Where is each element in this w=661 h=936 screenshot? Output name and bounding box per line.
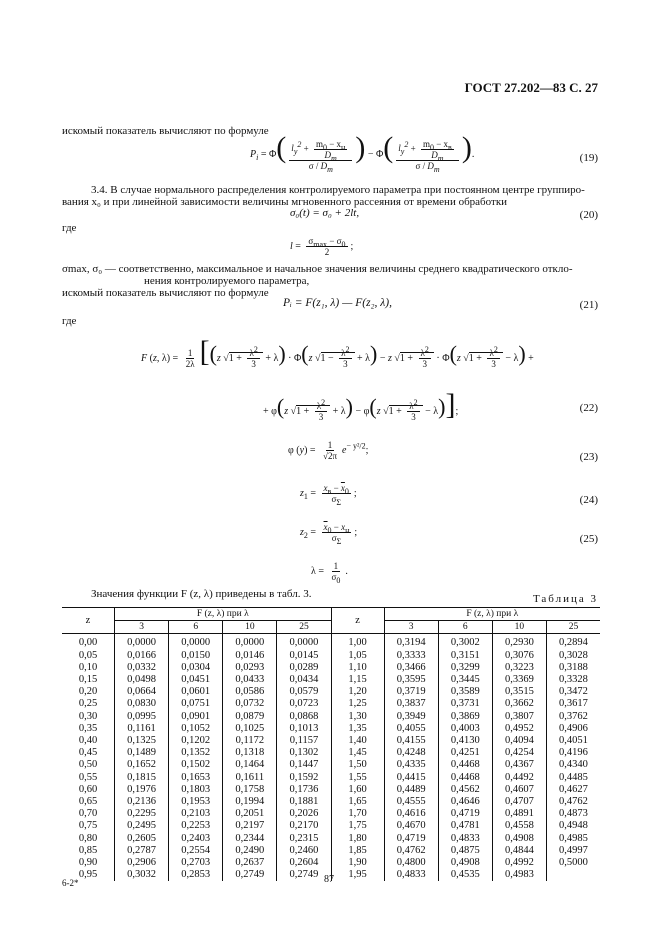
lambda-header: 25 <box>546 621 600 634</box>
cell-z: 0,30 <box>78 710 98 722</box>
cell-value: 0,2344 <box>223 833 277 845</box>
lambda-header: 3 <box>384 621 438 634</box>
cell-z: 1,20 <box>331 686 384 698</box>
col-header-z-right: z <box>331 608 384 634</box>
cell-value: 0,0146 <box>223 650 277 662</box>
cell-z: 0,60 <box>78 783 98 795</box>
cell-value: 0,2403 <box>169 833 223 845</box>
cell-value: 0,4558 <box>492 820 546 832</box>
cell-z: 0,85 <box>78 844 98 856</box>
cell-value: 0,3194 <box>384 634 438 650</box>
cell-value: 0,2853 <box>169 869 223 881</box>
cell-value: 0,4952 <box>492 723 546 735</box>
cell-value: 0,1013 <box>277 723 331 735</box>
cell-value: 0,2930 <box>492 634 546 650</box>
formula-23: φ (y) = $\frac{1}{√2\pi}$ $e^{- y^2/2}$; <box>288 440 369 461</box>
cell-value: 0,4670 <box>384 820 438 832</box>
equation-number-24: (24) <box>579 494 598 506</box>
formula-l: l = $\frac{\sigma_{max} - \sigma_0}{2}$ ; <box>290 236 354 257</box>
cell-value: 0,0332 <box>115 662 169 674</box>
formula-21: Pᵢ = F(z₁, λ) — F(z₂, λ), <box>283 297 392 309</box>
cell-value: 0,3032 <box>115 869 169 881</box>
cell-value: 0,2604 <box>277 857 331 869</box>
cell-z: 1,80 <box>331 833 384 845</box>
table-row <box>62 747 600 759</box>
cell-value: 0,3719 <box>384 686 438 698</box>
cell-value: 0,2315 <box>277 833 331 845</box>
cell-value: 0,1502 <box>169 759 223 771</box>
table-row <box>62 674 600 686</box>
table-row <box>62 784 600 796</box>
cell-value: 0,1318 <box>223 747 277 759</box>
cell-value: 0,3731 <box>438 698 492 710</box>
footer-signature: 6-2* <box>62 878 79 888</box>
table-row <box>62 686 600 698</box>
cell-value: 0,4646 <box>438 796 492 808</box>
table-row <box>62 759 600 771</box>
cell-value: 0,3188 <box>546 662 600 674</box>
cell-value: 0,4992 <box>492 857 546 869</box>
cell-value: 0,2749 <box>223 869 277 881</box>
table-row <box>62 833 600 845</box>
cell-value: 0,2026 <box>277 808 331 820</box>
cell-value: 0,0000 <box>115 634 169 650</box>
cell-value: 0,3223 <box>492 662 546 674</box>
cell-z: 1,75 <box>331 820 384 832</box>
cell-value: 0,4627 <box>546 784 600 796</box>
group-header-left: F (z, λ) при λ <box>115 608 332 621</box>
cell-value: 0,3617 <box>546 698 600 710</box>
cell-value: 0,1447 <box>277 759 331 771</box>
formula-25: $z_2$ = $\frac{\overline{x}_0 - x_н}{\sigma_\Sigma}$ ; <box>300 522 358 546</box>
cell-z: 1,40 <box>331 735 384 747</box>
cell-value: 0,4985 <box>546 833 600 845</box>
cell-value: 0,1652 <box>115 759 169 771</box>
cell-value: 0,4762 <box>384 845 438 857</box>
cell-value: 0,3076 <box>492 650 546 662</box>
table-row <box>62 845 600 857</box>
page-header: ГОСТ 27.202—83 С. 27 <box>464 80 598 95</box>
cell-value: 0,4051 <box>546 735 600 747</box>
cell-value: 0,3151 <box>438 650 492 662</box>
cell-value: 0,3333 <box>384 650 438 662</box>
cell-z: 1,05 <box>331 650 384 662</box>
cell-value: 0,3515 <box>492 686 546 698</box>
table-row <box>62 634 600 650</box>
lambda-header: 6 <box>438 621 492 634</box>
cell-z: 1,85 <box>331 845 384 857</box>
cell-value: 0,4719 <box>384 833 438 845</box>
text-3-4-line2: вания x₀ и при линейной зависимости величины мгновенного рассеяния от времени обработки <box>62 196 508 208</box>
cell-value: 0,1489 <box>115 747 169 759</box>
cell-value: 0,0000 <box>223 634 277 650</box>
cell-z: 0,20 <box>78 686 98 698</box>
text-where-1: где <box>62 222 77 234</box>
cell-z: 0,25 <box>78 698 98 710</box>
lambda-header: 10 <box>223 621 277 634</box>
cell-value: 0,4415 <box>384 772 438 784</box>
cell-z: 1,50 <box>331 759 384 771</box>
cell-value: 0,5000 <box>546 857 600 869</box>
cell-value: 0,3472 <box>546 686 600 698</box>
cell-value: 0,1976 <box>115 784 169 796</box>
cell-z: 0,70 <box>78 808 98 820</box>
formula-20: σ₀(t) = σ₀ + 2lt, <box>290 207 360 219</box>
table-row <box>62 857 600 869</box>
cell-value: 0,3949 <box>384 711 438 723</box>
cell-value: 0,0000 <box>169 634 223 650</box>
text-sigma-line2: нения контролируемого параметра, <box>144 275 310 287</box>
cell-value: 0,0000 <box>277 634 331 650</box>
cell-value: 0,0451 <box>169 674 223 686</box>
equation-number-23: (23) <box>579 451 598 463</box>
cell-value: 0,4535 <box>438 869 492 881</box>
cell-value: 0,4833 <box>438 833 492 845</box>
equation-number-22: (22) <box>579 402 598 414</box>
cell-value: 0,1352 <box>169 747 223 759</box>
cell-value: 0,2295 <box>115 808 169 820</box>
cell-value: 0,0433 <box>223 674 277 686</box>
page-number: 87 <box>324 874 334 885</box>
cell-value: 0,1803 <box>169 784 223 796</box>
cell-z: 1,30 <box>331 711 384 723</box>
cell-value: 0,0434 <box>277 674 331 686</box>
equation-number-25: (25) <box>579 533 598 545</box>
table-title: Таблица 3 <box>532 593 598 605</box>
cell-value: 0,4003 <box>438 723 492 735</box>
cell-value: 0,0304 <box>169 662 223 674</box>
cell-value: 0,2253 <box>169 820 223 832</box>
cell-z: 1,25 <box>331 698 384 710</box>
cell-value: 0,4468 <box>438 759 492 771</box>
cell-value: 0,0498 <box>115 674 169 686</box>
cell-value: 0,4908 <box>438 857 492 869</box>
cell-value: 0,1025 <box>223 723 277 735</box>
cell-value: 0,1464 <box>223 759 277 771</box>
cell-value: 0,4707 <box>492 796 546 808</box>
cell-value: 0,4248 <box>384 747 438 759</box>
cell-value: 0,4468 <box>438 772 492 784</box>
cell-z: 0,45 <box>78 747 98 759</box>
cell-value: 0,1994 <box>223 796 277 808</box>
cell-value: 0,0995 <box>115 711 169 723</box>
cell-value: 0,1736 <box>277 784 331 796</box>
cell-z: 0,75 <box>78 820 98 832</box>
cell-z: 1,90 <box>331 857 384 869</box>
cell-value: 0,0751 <box>169 698 223 710</box>
cell-value: 0,3869 <box>438 711 492 723</box>
text-intro-21: искомый показатель вычисляют по формуле <box>62 287 269 299</box>
cell-value: 0,4616 <box>384 808 438 820</box>
cell-value: 0,1592 <box>277 772 331 784</box>
lambda-header: 6 <box>169 621 223 634</box>
cell-value: 0,0586 <box>223 686 277 698</box>
table-body <box>62 634 600 882</box>
cell-value: 0,2894 <box>546 634 600 650</box>
cell-value: 0,3466 <box>384 662 438 674</box>
cell-value: 0,2051 <box>223 808 277 820</box>
cell-value: 0,1302 <box>277 747 331 759</box>
cell-value: 0,2136 <box>115 796 169 808</box>
cell-z: 0,35 <box>78 722 98 734</box>
table-row <box>62 711 600 723</box>
cell-value: 0,4094 <box>492 735 546 747</box>
formula-22-line1: F (z, λ) = $\frac{1}{2\lambda}$ [(z √1 + $\frac{\lambda^2}{3}$ + λ) · Φ(z √1 − $\frac{\lambda^2}{3}$ + λ) − z √1 + $\frac{\lambda^2}{3}$ · Φ(z √1 + $\frac{\lambda^2}{3}$ − λ) + <box>141 335 534 370</box>
cell-z: 0,55 <box>78 771 98 783</box>
cell-value: 0,0732 <box>223 698 277 710</box>
cell-z: 0,40 <box>78 735 98 747</box>
equation-number-20: (20) <box>579 209 598 221</box>
cell-value: 0,3837 <box>384 698 438 710</box>
cell-value: 0,0664 <box>115 686 169 698</box>
table-row <box>62 772 600 784</box>
text-3-4-line1: 3.4. В случае нормального распределения контролируемого параметра при постоянном центре группиро- <box>91 184 585 196</box>
cell-value: 0,4492 <box>492 772 546 784</box>
formula-19: $P_i = \Phi$( $l_y^2$ + $\frac{m_0 - x_н}{D_m}$ σ / $D_m$ ) − Φ( $l_y^2$ + $\frac{m_0 - x_в}{D_m}$ σ / $D_m$ ). <box>250 131 475 174</box>
cell-value: 0,4155 <box>384 735 438 747</box>
cell-z: 1,60 <box>331 784 384 796</box>
cell-value: 0,4254 <box>492 747 546 759</box>
cell-value: 0,0723 <box>277 698 331 710</box>
cell-value: 0,3445 <box>438 674 492 686</box>
cell-value: 0,2703 <box>169 857 223 869</box>
cell-value: 0,2637 <box>223 857 277 869</box>
cell-value: 0,1953 <box>169 796 223 808</box>
lambda-header: 25 <box>277 621 331 634</box>
table-row <box>62 662 600 674</box>
cell-value: 0,4800 <box>384 857 438 869</box>
cell-value: 0,2197 <box>223 820 277 832</box>
cell-value: 0,3807 <box>492 711 546 723</box>
cell-value: 0,0830 <box>115 698 169 710</box>
cell-value: 0,4367 <box>492 759 546 771</box>
table-row <box>62 723 600 735</box>
table-row <box>62 820 600 832</box>
formula-22-line2: + φ(z √1 + $\frac{\lambda^2}{3}$ + λ) − φ(z √1 + $\frac{\lambda^2}{3}$ − λ)]; <box>263 388 459 423</box>
equation-number-19: (19) <box>579 152 598 164</box>
cell-value: 0,0150 <box>169 650 223 662</box>
cell-z: 1,70 <box>331 808 384 820</box>
cell-value: 0,2787 <box>115 845 169 857</box>
cell-value: 0,0579 <box>277 686 331 698</box>
table-3 <box>62 607 600 881</box>
cell-value: 0,4948 <box>546 820 600 832</box>
formula-lambda: λ = $\frac{1}{\sigma_0}$ . <box>311 561 348 585</box>
cell-value: 0,1052 <box>169 723 223 735</box>
cell-value: 0,4997 <box>546 845 600 857</box>
cell-value: 0,4762 <box>546 796 600 808</box>
cell-value: 0,4891 <box>492 808 546 820</box>
cell-z: 1,10 <box>331 662 384 674</box>
cell-value <box>546 869 600 881</box>
cell-z: 0,15 <box>78 674 98 686</box>
cell-z: 1,15 <box>331 674 384 686</box>
cell-value: 0,1611 <box>223 772 277 784</box>
cell-value: 0,0289 <box>277 662 331 674</box>
cell-value: 0,3662 <box>492 698 546 710</box>
cell-value: 0,2554 <box>169 845 223 857</box>
cell-value: 0,2460 <box>277 845 331 857</box>
cell-value: 0,2605 <box>115 833 169 845</box>
formula-24: $z_1$ = $\frac{x_в - \overline{x}_0}{\sigma_\Sigma}$ ; <box>300 483 357 507</box>
cell-value: 0,3595 <box>384 674 438 686</box>
cell-value: 0,0879 <box>223 711 277 723</box>
cell-value: 0,0601 <box>169 686 223 698</box>
lambda-header: 10 <box>492 621 546 634</box>
cell-value: 0,0293 <box>223 662 277 674</box>
cell-value: 0,3762 <box>546 711 600 723</box>
cell-value: 0,1758 <box>223 784 277 796</box>
cell-value: 0,1161 <box>115 723 169 735</box>
cell-value: 0,3002 <box>438 634 492 650</box>
cell-value: 0,4906 <box>546 723 600 735</box>
cell-value: 0,4873 <box>546 808 600 820</box>
table-row <box>62 735 600 747</box>
cell-value: 0,4130 <box>438 735 492 747</box>
equation-number-21: (21) <box>579 299 598 311</box>
cell-value: 0,4833 <box>384 869 438 881</box>
cell-value: 0,4340 <box>546 759 600 771</box>
cell-value: 0,1172 <box>223 735 277 747</box>
cell-value: 0,2490 <box>223 845 277 857</box>
cell-value: 0,4983 <box>492 869 546 881</box>
cell-value: 0,2170 <box>277 820 331 832</box>
cell-z: 1,00 <box>331 634 384 650</box>
cell-value: 0,2749 <box>277 869 331 881</box>
cell-value: 0,3369 <box>492 674 546 686</box>
cell-value: 0,3328 <box>546 674 600 686</box>
cell-value: 0,4844 <box>492 845 546 857</box>
cell-value: 0,3589 <box>438 686 492 698</box>
cell-value: 0,1653 <box>169 772 223 784</box>
cell-value: 0,4908 <box>492 833 546 845</box>
cell-value: 0,4719 <box>438 808 492 820</box>
cell-value: 0,4781 <box>438 820 492 832</box>
cell-value: 0,2103 <box>169 808 223 820</box>
cell-z: 0,95 <box>78 869 98 881</box>
cell-value: 0,4251 <box>438 747 492 759</box>
cell-value: 0,0868 <box>277 711 331 723</box>
cell-value: 0,4196 <box>546 747 600 759</box>
cell-z: 0,10 <box>78 661 98 673</box>
table-row <box>62 698 600 710</box>
group-header-right: F (z, λ) при λ <box>384 608 600 621</box>
cell-value: 0,1325 <box>115 735 169 747</box>
table-row <box>62 650 600 662</box>
cell-value: 0,1881 <box>277 796 331 808</box>
cell-value: 0,3028 <box>546 650 600 662</box>
cell-value: 0,4485 <box>546 772 600 784</box>
cell-value: 0,4562 <box>438 784 492 796</box>
cell-z: 1,45 <box>331 747 384 759</box>
table-row <box>62 796 600 808</box>
text-where-2: где <box>62 315 77 327</box>
cell-z: 0,65 <box>78 796 98 808</box>
col-header-z: z <box>62 608 115 634</box>
text-table-ref: Значения функции F (z, λ) приведены в табл. 3. <box>91 588 312 600</box>
cell-z: 0,90 <box>78 857 98 869</box>
cell-value: 0,4055 <box>384 723 438 735</box>
cell-z: 1,65 <box>331 796 384 808</box>
text-sigma-line1: σmax, σ₀ — соответственно, максимальное и начальное значения величины среднего квадратического откло- <box>62 263 573 275</box>
text-intro-19: искомый показатель вычисляют по формуле <box>62 125 269 137</box>
cell-z: 0,05 <box>78 649 98 661</box>
cell-z: 0,80 <box>78 832 98 844</box>
lambda-header: 3 <box>115 621 169 634</box>
cell-z: 1,95 <box>331 869 384 881</box>
cell-value: 0,1157 <box>277 735 331 747</box>
cell-value: 0,1202 <box>169 735 223 747</box>
cell-value: 0,4607 <box>492 784 546 796</box>
cell-value: 0,2495 <box>115 820 169 832</box>
cell-value: 0,3299 <box>438 662 492 674</box>
cell-value: 0,4875 <box>438 845 492 857</box>
cell-value: 0,0901 <box>169 711 223 723</box>
table-row <box>62 808 600 820</box>
cell-value: 0,1815 <box>115 772 169 784</box>
cell-value: 0,4555 <box>384 796 438 808</box>
cell-z: 0,00 <box>78 637 98 649</box>
cell-value: 0,2906 <box>115 857 169 869</box>
cell-value: 0,4489 <box>384 784 438 796</box>
cell-value: 0,4335 <box>384 759 438 771</box>
cell-z: 1,35 <box>331 723 384 735</box>
cell-value: 0,0145 <box>277 650 331 662</box>
cell-z: 0,50 <box>78 759 98 771</box>
cell-z: 1,55 <box>331 772 384 784</box>
cell-value: 0,0166 <box>115 650 169 662</box>
